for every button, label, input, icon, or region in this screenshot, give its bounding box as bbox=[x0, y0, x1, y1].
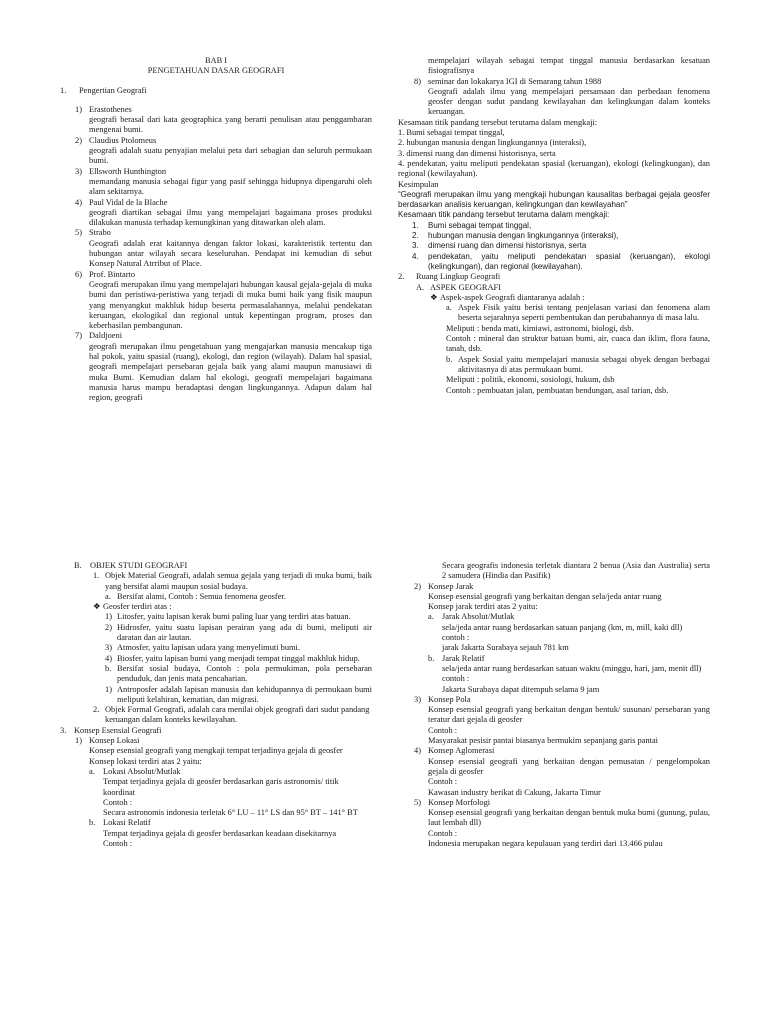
top-right-column bbox=[398, 56, 710, 396]
definition-number: 3) bbox=[75, 166, 82, 176]
contoh-label: contoh : bbox=[442, 674, 470, 684]
item-letter: a. bbox=[89, 766, 95, 776]
item-text: Aspek Sosial yaitu mempelajari manusia sebagai obyek dengan berbagai aktivitasnya di atas permukaan bumi. bbox=[458, 354, 710, 374]
item-number: 3. bbox=[412, 241, 419, 251]
list-item bbox=[60, 767, 372, 777]
bullet-item bbox=[398, 293, 710, 303]
item-detail: Meliputi : benda mati, kimiawi, astronomi, biologi, dsb. bbox=[446, 323, 634, 333]
list-item bbox=[60, 818, 372, 828]
contoh-label: Contoh : bbox=[428, 725, 458, 735]
definition-number: 4) bbox=[75, 197, 82, 207]
item-text: Tempat terjadinya gejala di geosfer berdasarkan keadaan disekitarnya bbox=[103, 828, 337, 838]
diamond-bullet-icon: ❖ bbox=[430, 292, 438, 302]
list-item bbox=[60, 654, 372, 664]
item-number: 1. bbox=[93, 571, 100, 581]
section-heading bbox=[398, 272, 710, 282]
contoh-text: Masyarakat pesisir pantai biasanya bermukim sepanjang garis pantai bbox=[428, 736, 659, 746]
list-item: 4. pendekatan, yaitu meliputi pendekatan spasial (keruangan), ekologi (kelingkungan), dan regional (kewilayahan). bbox=[398, 158, 710, 179]
concept-number: 3) bbox=[414, 694, 421, 704]
item-text: sela/jeda antar ruang berdasarkan satuan waktu (minggu, hari, jam, menit dll) bbox=[442, 663, 702, 673]
list-item bbox=[60, 623, 372, 644]
item-detail: Contoh : mineral dan struktur batuan bumi, air, cuaca dan iklim, flora fauna, tanah, dsb. bbox=[446, 334, 710, 354]
definition-name: Erastothenes bbox=[89, 104, 132, 114]
bullet-text: Aspek-aspek Geografi diantaranya adalah : bbox=[440, 292, 585, 302]
contoh-label: Contoh : bbox=[428, 828, 458, 838]
concept-number: 4) bbox=[414, 746, 421, 756]
item-number: 4) bbox=[105, 653, 112, 663]
definition-text: geografi diartikan sebagai ilmu yang mempelajari bagaimana proses produksi dilakukan manusia terhadap kemungkinan yang ditawarkan oleh alam. bbox=[89, 207, 372, 228]
list-item bbox=[398, 231, 710, 241]
continued-text: Secara geografis indonesia terletak diantara 2 benua (Asia dan Australia) serta 2 samudera (Hindia dan Pasifik) bbox=[442, 561, 710, 581]
paragraph: Kesamaan titik pandang tersebut terutama dalam mengkaji: bbox=[398, 117, 598, 127]
concept-text: Konsep esensial geografi yang berkaitan dengan bentuk muka bumi (gunung, pulau, laut lembah dll) bbox=[428, 808, 710, 828]
section-title: Pengertian Geografi bbox=[79, 85, 147, 95]
item-number: 4. bbox=[412, 251, 419, 261]
numbered-list bbox=[398, 221, 710, 272]
list-item bbox=[60, 592, 372, 602]
contoh-text: Indonesia merupakan negara kepulauan yang terdiri dari 13.466 pulau bbox=[428, 839, 663, 849]
item-text: Bersifat sosial budaya, Contoh : pola permukiman, pola persebaran penduduk, dan jenis mata pencaharian. bbox=[117, 663, 372, 684]
item-letter: b. bbox=[105, 663, 112, 673]
item-detail: Meliputi : politik, ekonomi, sosiologi, hukum, dsb bbox=[446, 375, 615, 385]
list-item: 2. hubungan manusia dengan lingkungannya (interaksi), bbox=[398, 138, 587, 148]
item-text: Hidrosfer, yaitu suatu lapisan perairan yang ada di bumi, meliputi air daratan dan air lautan. bbox=[117, 622, 372, 643]
numbered-list bbox=[398, 128, 710, 179]
subsection-letter: B. bbox=[74, 561, 82, 570]
list-item bbox=[60, 705, 372, 726]
item-number: 2. bbox=[93, 705, 100, 715]
concept-number: 5) bbox=[414, 797, 421, 807]
concept-text: Konsep lokasi terdiri atas 2 yaitu: bbox=[89, 756, 202, 766]
item-number: 3) bbox=[105, 643, 112, 653]
definition-name: Strabo bbox=[89, 228, 111, 238]
concept-heading bbox=[398, 695, 710, 705]
item-title: Jarak Absolut/Mutlak bbox=[442, 612, 515, 622]
definition-text: Geografi adalah erat kaitannya dengan faktor lokasi, karakteristik tertentu dan hubungan antar wilayah secara keseluruhan. Pendapat ini kemudian di sebut Konsep Natural Atrribut of Place. bbox=[89, 238, 372, 269]
item-letter: a. bbox=[428, 612, 434, 622]
section-heading bbox=[60, 86, 372, 96]
list-item bbox=[60, 571, 372, 592]
contoh-label: Contoh : bbox=[103, 797, 133, 807]
section-title: Ruang Lingkup Geografi bbox=[416, 272, 501, 282]
list-item bbox=[398, 612, 710, 622]
item-text: Objek Formal Geografi, adalah cara menilai objek geografi dari sudut pandang keruangan dalam konteks kewilayahan. bbox=[105, 705, 370, 725]
concept-text: Konsep esensial geografi yang berkaitan dengan bentuk/ susunan/ persebaran yang teratur dari gejala di geosfer bbox=[428, 705, 710, 725]
item-letter: a. bbox=[105, 591, 111, 601]
list-item bbox=[60, 685, 372, 706]
definition-number: 5) bbox=[75, 228, 82, 238]
section-title: Konsep Esensial Geografi bbox=[74, 725, 162, 735]
definition-name: Claudius Ptolomeus bbox=[89, 135, 157, 145]
item-letter: a. bbox=[446, 303, 452, 313]
definition-number: 1) bbox=[75, 104, 82, 114]
list-item bbox=[398, 241, 710, 251]
item-text: Litosfer, yaitu lapisan kerak bumi paling luar yang terdiri atas batuan. bbox=[117, 612, 351, 622]
concept-title: Konsep Aglomerasi bbox=[428, 746, 495, 756]
definition-heading bbox=[60, 167, 372, 177]
concept-title: Konsep Pola bbox=[428, 694, 471, 704]
contoh-label: Contoh : bbox=[428, 777, 458, 787]
subsection-title: OBJEK STUDI GEOGRAFI bbox=[90, 561, 188, 570]
list-item bbox=[398, 303, 710, 324]
list-item bbox=[398, 77, 710, 87]
section-number: 2. bbox=[398, 272, 405, 282]
concept-number: 2) bbox=[414, 581, 421, 591]
concept-title: Konsep Lokasi bbox=[89, 736, 140, 746]
definition-name: Daldjoeni bbox=[89, 331, 123, 341]
definition-number: 7) bbox=[75, 331, 82, 341]
contoh-text: Jakarta Surabaya dapat ditempuh selama 9 jam bbox=[442, 684, 600, 694]
item-text: dimensi ruang dan dimensi historisnya, serta bbox=[428, 241, 587, 251]
diamond-bullet-icon: ❖ bbox=[93, 602, 101, 612]
list-item bbox=[60, 664, 372, 685]
definition-name: Ellsworth Hunthington bbox=[89, 166, 167, 176]
definition-heading bbox=[60, 136, 372, 146]
subsection-heading bbox=[60, 561, 372, 571]
contoh-text: jarak Jakarta Surabaya sejauh 781 km bbox=[442, 643, 569, 653]
list-item: 3. dimensi ruang dan dimensi historisnya, serta bbox=[398, 148, 556, 158]
item-letter: b. bbox=[89, 818, 96, 828]
list-item bbox=[60, 612, 372, 622]
contoh-text: Secara astronomis indonesia terletak 6° LU – 11° LS dan 95° BT – 141° BT bbox=[103, 808, 358, 818]
item-text: Objek Material Geografi, adalah semua gejala yang terjadi di muka bumi, baik yang bersifat alami maupun sosial budaya. bbox=[105, 571, 372, 591]
definition-text: memandang manusia sebagai figur yang pasif sehingga hidupnya dipengaruhi oleh alam sekitarnya. bbox=[89, 176, 372, 197]
definition-text: geografi adalah suatu penyajian melalui peta dari sebagian dan seluruh permukaan bumi. bbox=[89, 146, 372, 166]
definition-number: 2) bbox=[75, 135, 82, 145]
concept-text: Konsep esensial geografi yang mengkaji tempat terjadinya gejala di geosfer bbox=[89, 746, 343, 756]
subsection-title: ASPEK GEOGRAFI bbox=[430, 282, 501, 292]
item-text: Geografi adalah ilmu yang mempelajari persamaan dan perbedaan fenomena geosfer dengan sudut pandang kewilayahan dan kelingkungan dalam konteks keruangan. bbox=[428, 86, 710, 117]
definition-heading bbox=[60, 105, 372, 115]
item-title: seminar dan lokakarya IGI di Semarang tahun 1988 bbox=[428, 76, 602, 86]
concept-heading bbox=[60, 736, 372, 746]
item-number: 1) bbox=[105, 612, 112, 622]
definition-text: geografi berasal dari kata geographica yang berarti penulisan atau penggambaran mengenai bumi. bbox=[89, 115, 372, 135]
quote: “Geografi merupakan ilmu yang mengkaji hubungan kausalitas berbagai gejala geosfer berdasarkan analisis keruangan, kelingkungan dan kewilayahan” bbox=[398, 189, 710, 210]
item-text: Aspek Fisik yaitu berisi tentang penjelasan variasi dan fenomena alam beserta sejarahnya seperti pembentukan dan perubahannya di masa lalu. bbox=[458, 303, 710, 323]
definition-heading bbox=[60, 270, 372, 280]
item-text: hubungan manusia dengan lingkungannya (interaksi), bbox=[428, 231, 619, 241]
paragraph: Kesamaan titik pandang tersebut terutama dalam mengkaji: bbox=[398, 210, 610, 220]
definition-heading bbox=[60, 228, 372, 238]
concept-number: 1) bbox=[75, 736, 82, 746]
item-number: 2. bbox=[412, 231, 419, 241]
item-number: 1. bbox=[412, 220, 419, 230]
continued-text: mempelajari wilayah sebagai tempat tinggal manusia berdasarkan kesatuan fisiografisnya bbox=[428, 56, 710, 76]
contoh-label: Contoh : bbox=[103, 839, 133, 849]
item-text: Antroposfer adalah lapisan manusia dan kehidupannya di permukaan bumi meliputi kelahiran, kematian, dan migrasi. bbox=[117, 684, 372, 704]
definition-name: Paul Vidal de la Blache bbox=[89, 197, 168, 207]
item-text: sela/jeda antar ruang berdasarkan satuan panjang (km, m, mill, kaki dll) bbox=[442, 622, 683, 632]
definition-number: 6) bbox=[75, 269, 82, 279]
definition-heading bbox=[60, 331, 372, 341]
concept-heading bbox=[398, 746, 710, 756]
item-text: Bumi sebagai tempat tinggal, bbox=[428, 220, 532, 230]
item-text: Atmosfer, yaitu lapisan udara yang menyelimuti bumi. bbox=[117, 643, 300, 653]
section-heading bbox=[60, 726, 372, 736]
definition-heading bbox=[60, 198, 372, 208]
item-title: Lokasi Absolut/Mutlak bbox=[103, 766, 181, 776]
item-title: Lokasi Relatif bbox=[103, 818, 151, 828]
list-item bbox=[398, 654, 710, 664]
subsection-heading bbox=[398, 283, 710, 293]
item-text: Biosfer, yaitu lapisan bumi yang menjadi tempat tinggal makhluk hidup. bbox=[117, 653, 360, 663]
section-number: 3. bbox=[60, 725, 67, 735]
subheading: Kesimpulan bbox=[398, 179, 439, 189]
item-number: 1) bbox=[105, 684, 112, 694]
list-item bbox=[398, 221, 710, 231]
bullet-text: Geosfer terdiri atas : bbox=[103, 602, 172, 612]
item-text: Bersifat alami, Contoh : Semua fenomena geosfer. bbox=[117, 591, 286, 601]
item-letter: b. bbox=[428, 653, 435, 663]
list-item bbox=[398, 355, 710, 376]
concept-title: Konsep Morfologi bbox=[428, 797, 491, 807]
chapter-number: BAB I bbox=[204, 56, 228, 65]
concept-heading bbox=[398, 582, 710, 592]
bullet-item bbox=[60, 602, 372, 612]
bottom-left-column bbox=[60, 561, 372, 849]
contoh-label: contoh : bbox=[442, 633, 470, 643]
definition-name: Prof. Bintarto bbox=[89, 269, 136, 279]
item-letter: b. bbox=[446, 354, 453, 364]
concept-text: Konsep esensial geografi yang berkaitan dengan pemusatan / pengelompokan gejala di geosfer bbox=[428, 756, 710, 776]
concept-heading bbox=[398, 798, 710, 808]
chapter-title: PENGETAHUAN DASAR GEOGRAFI bbox=[147, 66, 285, 76]
list-item: 1. Bumi sebagai tempat tinggal, bbox=[398, 128, 505, 138]
item-number: 8) bbox=[414, 76, 421, 86]
item-text: Tempat terjadinya gejala di geosfer berdasarkan garis astronomis/ titik koordinat bbox=[103, 777, 339, 797]
concept-title: Konsep Jarak bbox=[428, 581, 474, 591]
item-detail: Contoh : pembuatan jalan, pembuatan bendungan, asal tarian, dsb. bbox=[446, 385, 669, 395]
geosfer-list bbox=[60, 612, 372, 663]
top-left-column bbox=[60, 56, 372, 404]
item-title: Jarak Relatif bbox=[442, 653, 485, 663]
concept-text: Konsep esensial geografi yang berkaitan dengan sela/jeda antar ruang bbox=[428, 591, 662, 601]
bottom-right-column bbox=[398, 561, 710, 849]
contoh-text: Kawasan industry berikat di Cakung, Jakarta Timur bbox=[428, 787, 601, 797]
list-item bbox=[60, 643, 372, 653]
definition-text: geografi merupakan ilmu pengetahuan yang mengajarkan manusia mencakup tiga hal pokok, yaitu spasial (ruang), ekologi, dan region (wilayah). Dalam hal spasial, geografi mempelajari persebaran gejala baik yang alami maupun manusiawi di muka Bumi. Kemudian dalam hal ekologi, geografi mempelajari bagaimana manusia harus mampu beradaptasi dengan lingkungannya. Adapun dalam hal region, geografi bbox=[89, 341, 372, 403]
item-number: 2) bbox=[105, 622, 112, 632]
list-item bbox=[398, 252, 710, 273]
item-text: pendekatan, yaitu meliputi pendekatan spasial (keruangan), ekologi (kelingkungan), dan regional (kewilayahan). bbox=[428, 251, 710, 271]
section-number: 1. bbox=[60, 85, 67, 95]
definition-list bbox=[60, 105, 372, 404]
concept-text: Konsep jarak terdiri atas 2 yaitu: bbox=[428, 602, 538, 612]
definition-text: Geografi merupakan ilmu yang mempelajari hubungan kausal gejala-gejala di muka bumi dan peristiwa-peristiwa yang terjadi di muka bumi baik yang fisik maupun yang menyangkut makhluk hidup beserta permasalahannya, melalui pendekatan keruangan, ekologikal dan regional untuk kepentingan program, proses dan keberhasilan pembangunan. bbox=[89, 279, 372, 331]
subsection-letter: A. bbox=[416, 282, 425, 292]
